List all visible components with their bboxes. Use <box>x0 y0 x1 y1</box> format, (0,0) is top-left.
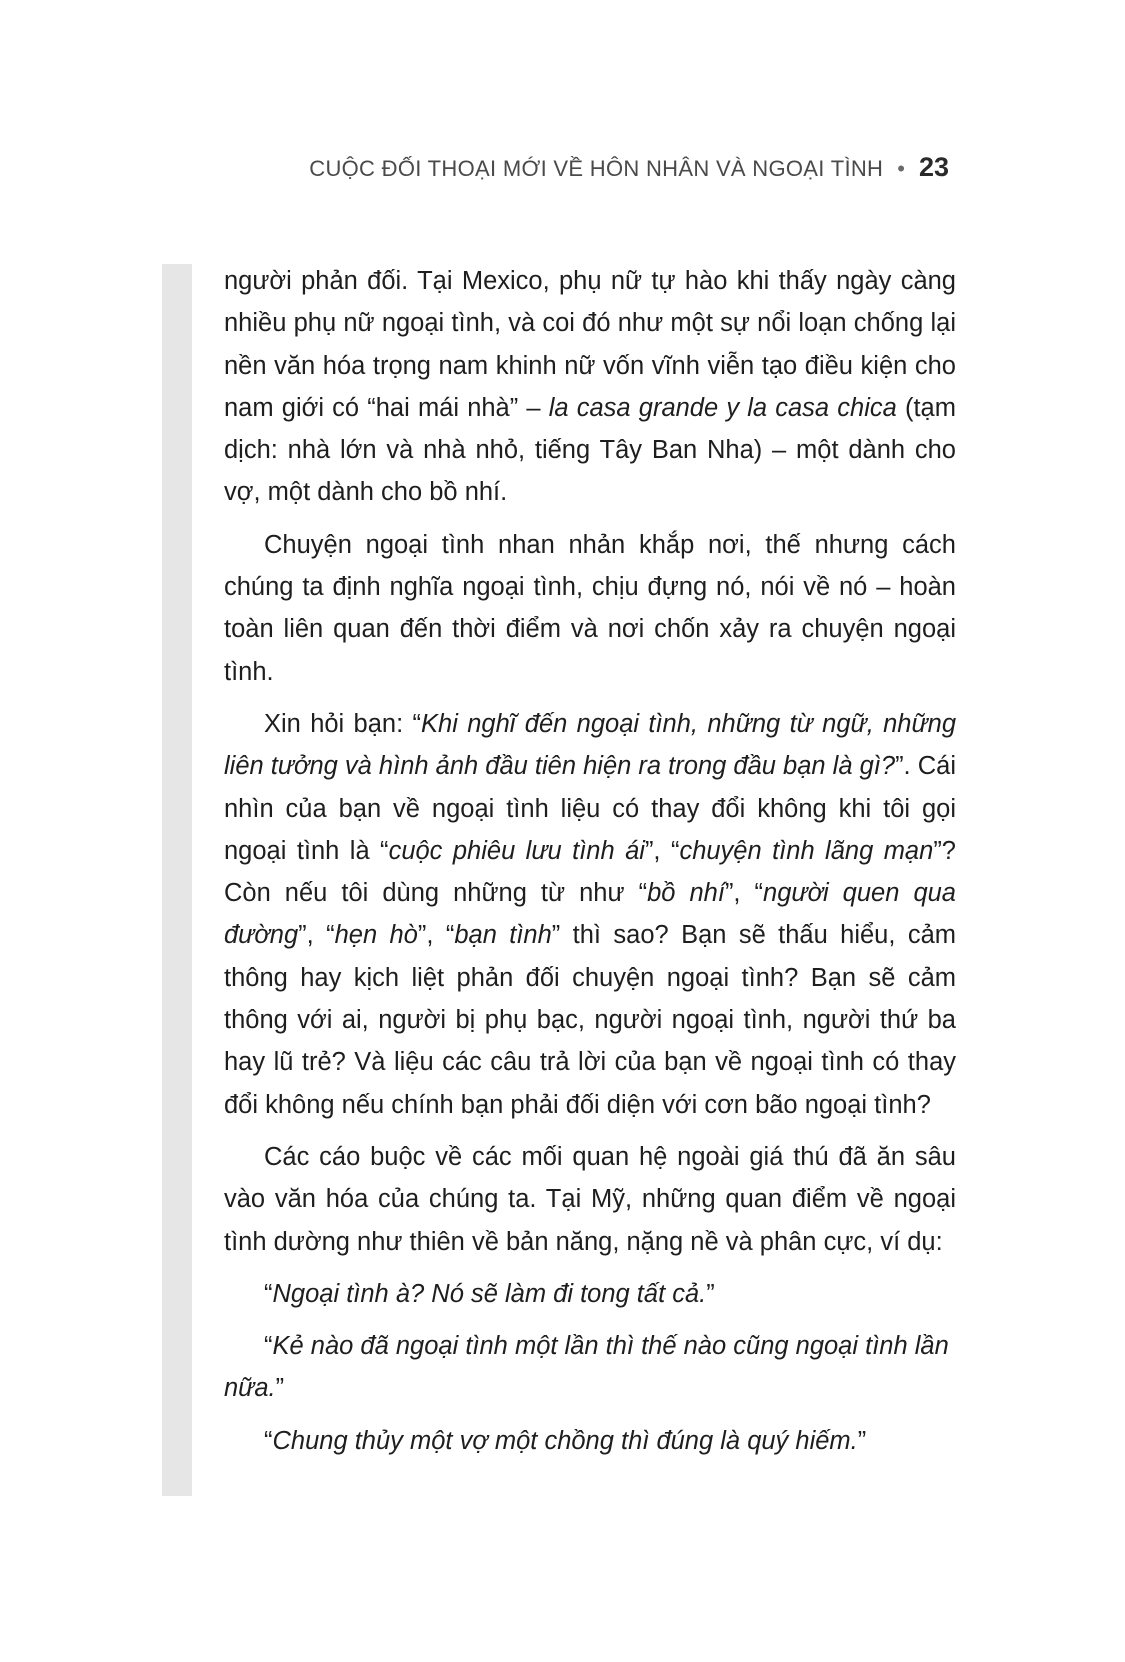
paragraph-3: Xin hỏi bạn: “Khi nghĩ đến ngoại tình, những từ ngữ, những liên tưởng và hình ảnh đầu tiên hiện ra trong đầu bạn là gì?”. Cái nhìn của bạn về ngoại tình liệu có thay đổi không khi tôi gọi ngoại tình là “cuộc phiêu lưu tình ái”, “chuyện tình lãng mạn”? Còn nếu tôi dùng những từ như “bồ nhí”, “người quen qua đường”, “hẹn hò”, “bạn tình” thì sao? Bạn sẽ thấu hiểu, cảm thông hay kịch liệt phản đối chuyện ngoại tình? Bạn sẽ cảm thông với ai, người bị phụ bạc, người ngoại tình, người thứ ba hay lũ trẻ? Và liệu các câu trả lời của bạn về ngoại tình có thay đổi không nếu chính bạn phải đối diện với cơn bão ngoại tình? <box>224 709 957 1119</box>
quote-1: “Ngoại tình à? Nó sẽ làm đi tong tất cả.” <box>264 1279 715 1308</box>
body-text <box>224 260 956 1472</box>
page-number: 23 <box>918 152 949 182</box>
quote-2: “Kẻ nào đã ngoại tình một lần thì thế nào cũng ngoại tình lần nữa.” <box>224 1332 949 1403</box>
header-bullet: • <box>897 156 905 181</box>
running-title: CUỘC ĐỐI THOẠI MỚI VỀ HÔN NHÂN VÀ NGOẠI TÌNH <box>309 156 884 181</box>
margin-bar <box>162 264 192 1496</box>
paragraph-4: Các cáo buộc về các mối quan hệ ngoài giá thú đã ăn sâu vào văn hóa của chúng ta. Tại Mỹ, những quan điểm về ngoại tình dường như thiên về bản năng, nặng nề và phân cực, ví dụ: <box>224 1142 956 1256</box>
running-header <box>309 152 949 183</box>
spanish-phrase: la casa grande y la casa chica <box>548 393 897 422</box>
quote-3: “Chung thủy một vợ một chồng thì đúng là quý hiếm.” <box>264 1426 867 1455</box>
paragraph-2: Chuyện ngoại tình nhan nhản khắp nơi, thế nhưng cách chúng ta định nghĩa ngoại tình, chịu đựng nó, nói về nó – hoàn toàn liên quan đến thời điểm và nơi chốn xảy ra chuyện ngoại tình. <box>224 530 956 686</box>
paragraph-1: người phản đối. Tại Mexico, phụ nữ tự hào khi thấy ngày càng nhiều phụ nữ ngoại tình, và coi đó như một sự nổi loạn chống lại nền văn hóa trọng nam khinh nữ vốn vĩnh viễn tạo điều kiện cho nam giới có “hai mái nhà” – la casa grande y la casa chica (tạm dịch: nhà lớn và nhà nhỏ, tiếng Tây Ban Nha) – một dành cho vợ, một dành cho bồ nhí. <box>224 267 956 507</box>
